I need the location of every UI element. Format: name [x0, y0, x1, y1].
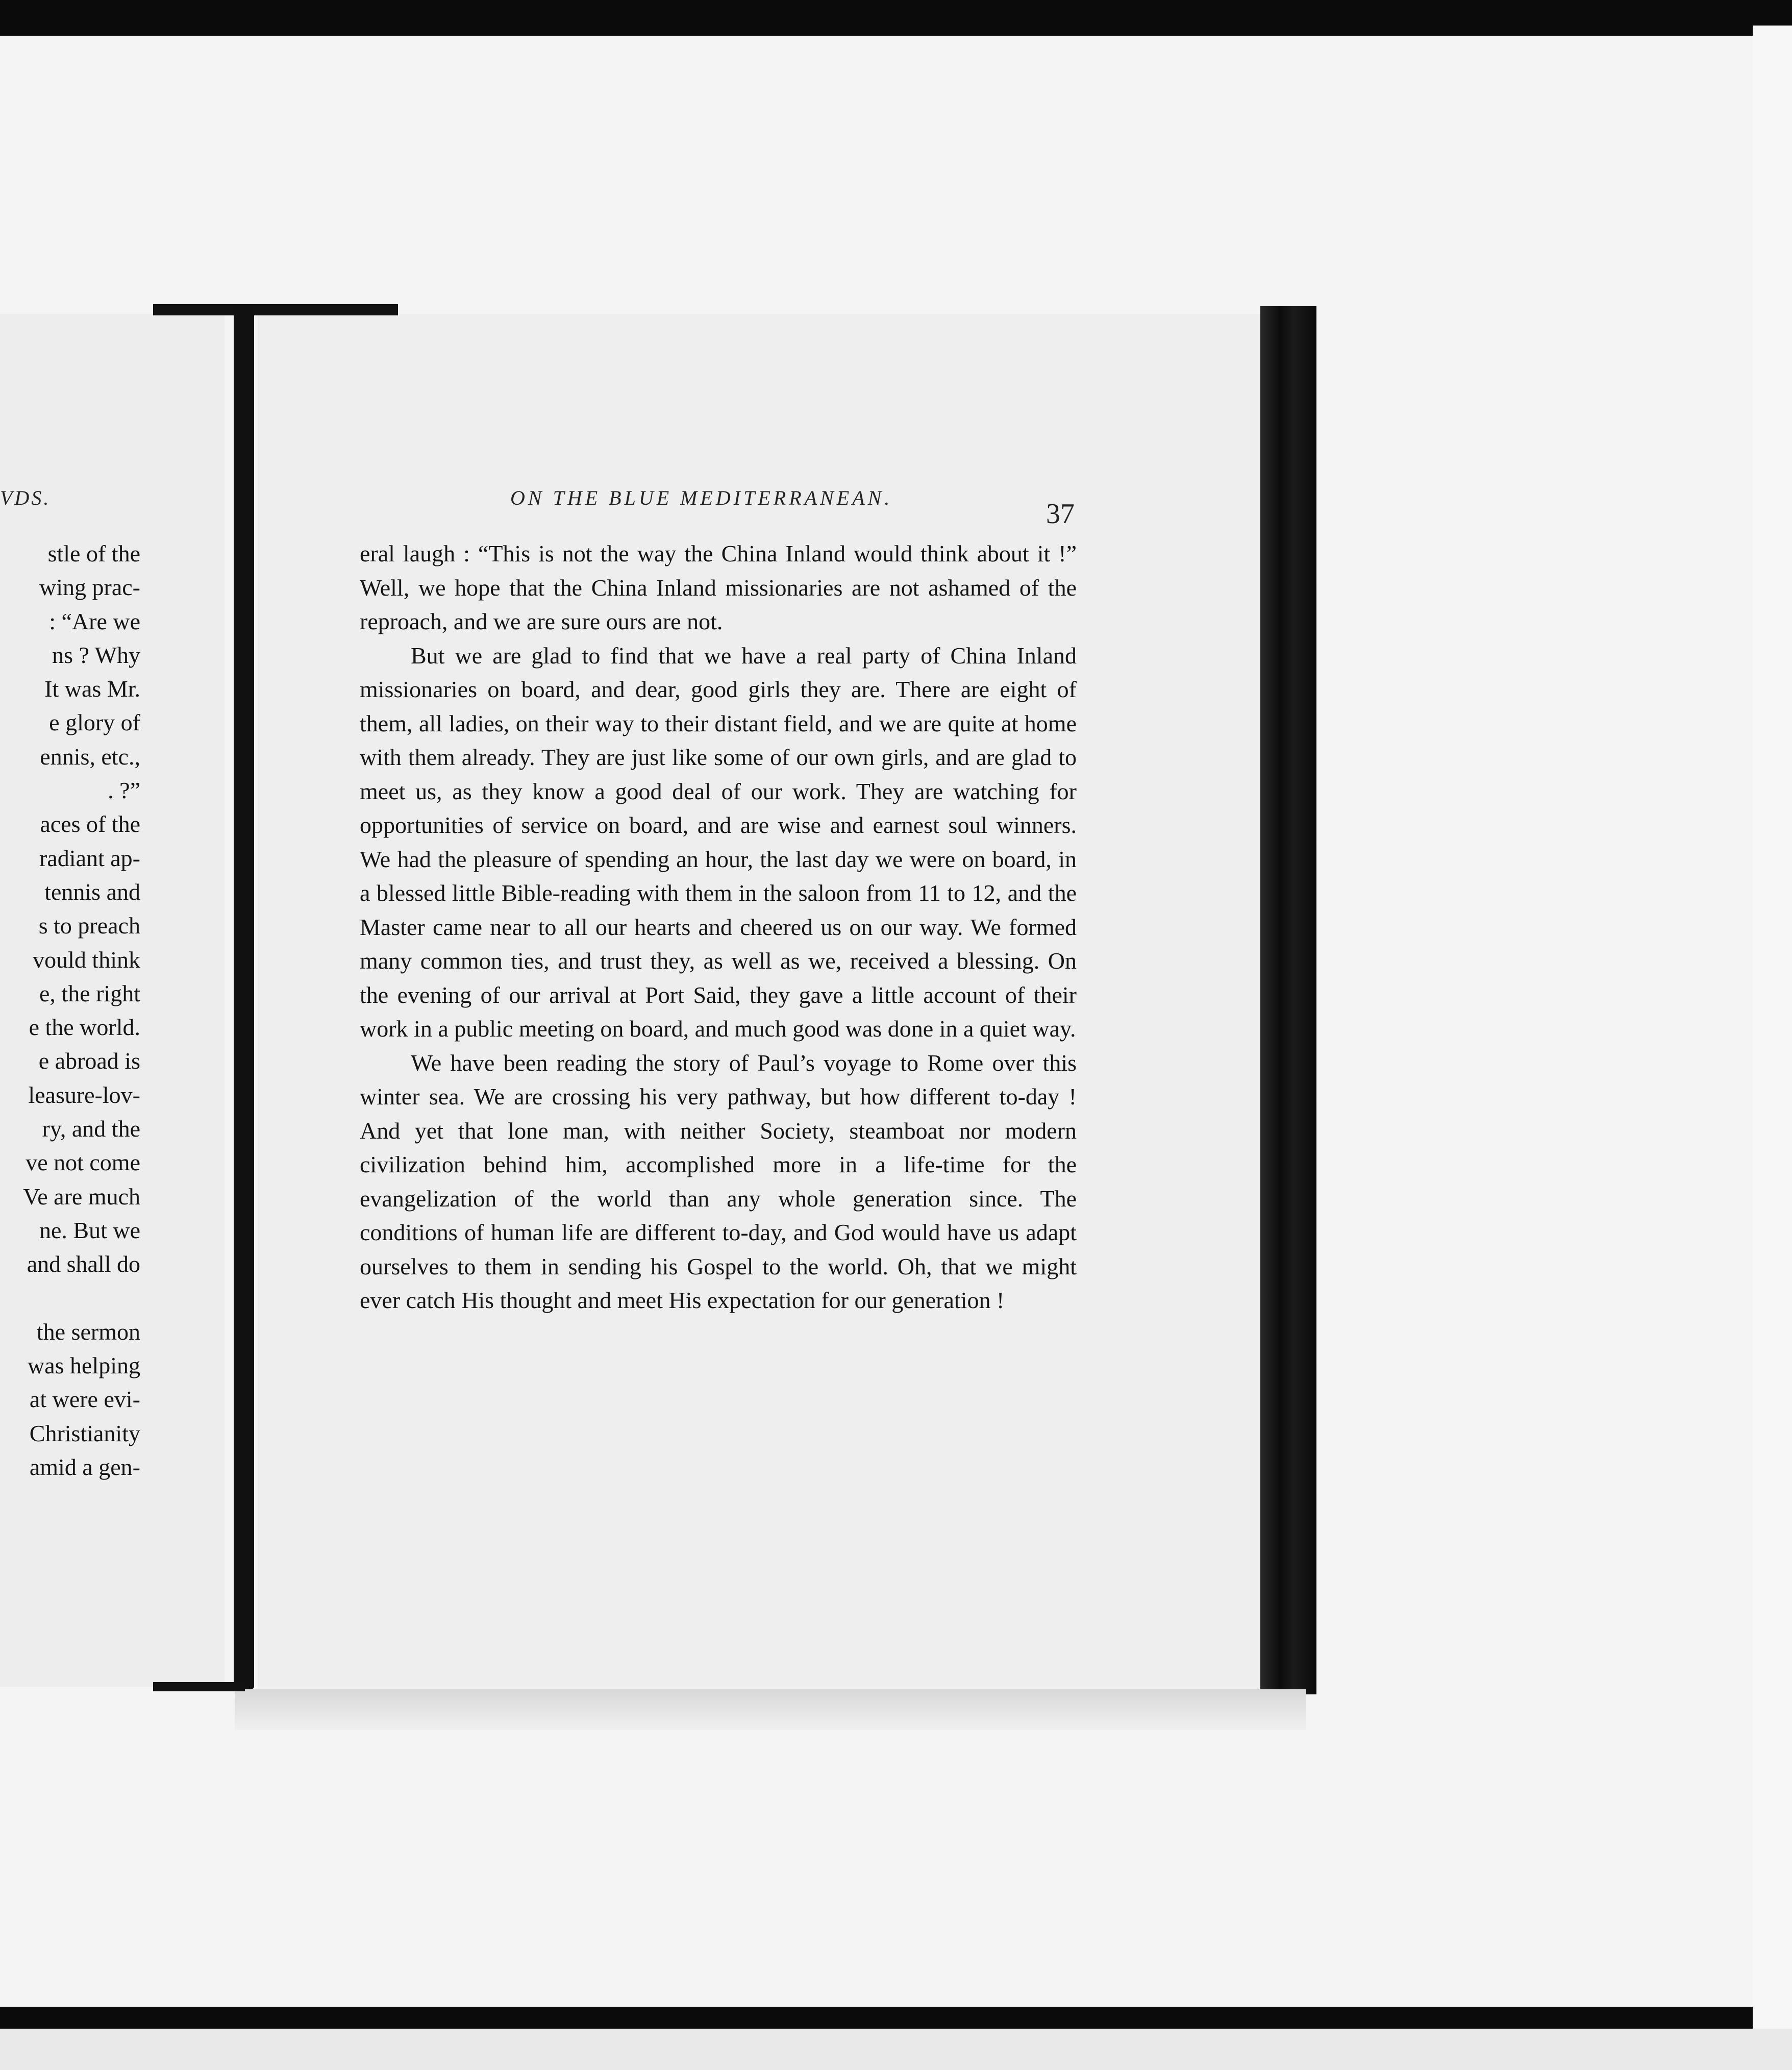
left-line-fragment: It was Mr. [44, 676, 140, 702]
left-line-fragment: stle of the [47, 540, 140, 566]
left-line-fragment: ne. But we [39, 1217, 140, 1243]
left-line-fragment: at were evi- [29, 1386, 140, 1413]
film-strip-bottom [0, 2029, 1792, 2070]
left-line-fragment: Ve are much [23, 1183, 140, 1210]
left-line-fragment [0, 1282, 140, 1315]
left-line-fragment: e, the right [39, 980, 140, 1006]
right-page-text [360, 537, 1077, 1318]
paragraph: eral laugh : “This is not the way the China Inland would think about it !” Well, we hope that the China Inland missionaries are not ashamed of the reproach, and we are sure ours are not. [360, 540, 1077, 634]
left-line-fragment: tennis and [44, 878, 140, 905]
left-line-fragment: e glory of [49, 709, 140, 736]
left-line-fragment: radiant ap- [39, 845, 140, 871]
left-line-fragment: ns ? Why [52, 642, 140, 668]
page-block-edge [1260, 306, 1316, 1694]
left-line-fragment: e the world. [29, 1014, 140, 1041]
left-line-fragment: . ?” [108, 777, 140, 804]
left-line-fragment: ry, and the [42, 1116, 140, 1142]
left-running-head: VDS. [0, 486, 51, 509]
left-line-fragment: and shall do [27, 1251, 140, 1277]
left-line-fragment: amid a gen- [29, 1454, 140, 1481]
running-head: ON THE BLUE MEDITERRANEAN. [510, 486, 893, 509]
left-line-fragment: e abroad is [38, 1048, 140, 1074]
book-spine [234, 306, 254, 1689]
left-line-fragment: leasure-lov- [28, 1081, 140, 1108]
binding-top [153, 304, 398, 315]
book-shadow [235, 1689, 1306, 1730]
left-line-fragment: ennis, etc., [40, 743, 140, 770]
left-page-text [0, 537, 140, 1484]
left-line-fragment: : “Are we [49, 608, 140, 634]
left-line-fragment: vould think [33, 946, 140, 973]
paragraph: We have been reading the story of Paul’s voyage to Rome over this winter sea. We are crossing his very pathway, but how different to-day ! And yet that lone man, with neither Society, steamboat nor modern civilization behind him, accomplished more in a life-time for the evangelization of the world than any whole generation since. The conditions of human life are different to-day, and God would have us adapt ourselves to them in sending his Gospel to the world. Oh, that we might ever catch His thought and meet His expectation for our generation ! [360, 1049, 1077, 1313]
left-line-fragment: ve not come [26, 1149, 140, 1176]
left-line-fragment: the sermon [36, 1318, 140, 1345]
left-line-fragment: wing prac- [39, 574, 140, 601]
left-line-fragment: aces of the [40, 811, 140, 837]
left-line-fragment: Christianity [29, 1420, 140, 1446]
binding-bottom [153, 1682, 245, 1691]
page-number: 37 [1046, 498, 1075, 530]
paragraph: But we are glad to find that we have a real party of China Inland missionaries on board, and dear, good girls they are. There are eight of them, all ladies, on their way to their distant field, and we are quite at home with them already. They are just like some of our own girls, and are glad to meet us, as they know a good deal of our work. They are watching for opportunities of service on board, and are wise and earnest soul winners. We had the pleasure of spending an hour, the last day we were on board, in a blessed little Bible-reading with them in the saloon from 11 to 12, and the Master came near to all our hearts and cheered us on our way. We formed many common ties, and trust they, as well as we, received a blessing. On the evening of our arrival at Port Said, they gave a little account of their work in a public meeting on board, and much good was done in a quiet way. [360, 642, 1077, 1042]
frame-edge [1753, 26, 1792, 2036]
left-line-fragment: s to preach [38, 913, 140, 939]
left-line-fragment: was helping [27, 1352, 140, 1379]
